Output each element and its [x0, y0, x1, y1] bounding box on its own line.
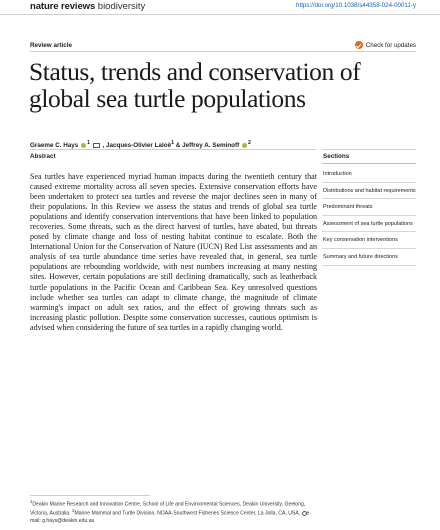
check-updates-icon	[355, 41, 363, 49]
abstract-heading: Abstract	[30, 153, 56, 160]
author-divider	[30, 149, 316, 150]
orcid-icon[interactable]	[242, 143, 247, 148]
article-title: Status, trends and conservation of global sea turtle populations	[29, 57, 361, 113]
sections-top-divider	[322, 149, 416, 150]
section-link-interventions[interactable]: Key conservation interventions	[322, 232, 416, 249]
sections-nav	[322, 166, 416, 266]
email-link[interactable]: g.hays@deakin.edu.au	[42, 517, 95, 524]
author-seminoff[interactable]: & Jeffrey A. Seminoff	[175, 142, 240, 150]
header-divider	[0, 14, 440, 15]
check-for-updates-button[interactable]	[355, 41, 416, 49]
author-laloe[interactable]: , Jacques-Olivier Laloë	[102, 142, 172, 150]
author-list: Graeme C. Hays $^1$ , Jacques-Olivier Laloë$^1$ & Jeffrey A. Seminoff $^2$	[30, 140, 251, 150]
journal-name[interactable]: nature reviews biodiversity	[30, 1, 146, 12]
section-link-summary[interactable]: Summary and future directions	[322, 249, 416, 266]
author-hays[interactable]: Graeme C. Hays	[30, 142, 79, 150]
journal-header	[0, 0, 440, 12]
sections-heading: Sections	[323, 153, 350, 160]
abstract-text: Sea turtles have experienced myriad human impacts during the twentieth century that caused extreme mortality across all seven species. Extensive conservation efforts have been undertaken to protect sea turtles and reverse the major declines seen in many of their populations. In this Review we assess the status and trends of global sea turtle populations and identify conservation interventions that have been linked to population recoveries. Some threats, such as the direct harvest of turtles, have abated, but threats posed by climate change and loss of nesting habitat continue to escalate. Both the International Union for the Conservation of Nature (IUCN) Red List assessments and an analysis of sea turtle abundance time series have revealed that, in general, sea turtle populations are rebounding worldwide, with nest numbers increasing at many nesting sites. However, certain populations are still declining dramatically, such as leatherback turtle populations in the Pacific Ocean and Caribbean Sea. Key unresolved questions include whether sea turtles can adapt to climate change, the magnitude of climate warming's impact on adult sex ratios, and the effect of growing threats such as increasing plastic pollution. Despite some conservation successes, cautious optimism is advised when considering the future of sea turtles in a rapidly changing world.	[30, 172, 317, 332]
check-updates-label: Check for updates	[365, 41, 416, 49]
section-link-assessment[interactable]: Assessment of sea turtle populations	[322, 216, 416, 233]
section-link-distributions[interactable]: Distributions and habitat requirements	[322, 183, 416, 200]
orcid-icon[interactable]	[81, 143, 86, 148]
title-divider	[30, 51, 416, 52]
footnote-divider	[30, 495, 150, 496]
section-link-introduction[interactable]: Introduction	[322, 166, 416, 183]
sections-divider	[322, 163, 416, 164]
email-icon[interactable]	[93, 143, 100, 148]
affiliations-footnote: $^1$Deakin Marine Research and Innovation Centre, School of Life and Environmental Sciences, Deakin University, Geelong, Victoria, Australia. $^2$Marine Mammal and Turtle Division, NOAA-Southwest Fisheries Science Center, La Jolla, CA, USA. e-mail: g.hays@deakin.edu.au	[30, 499, 312, 524]
section-link-threats[interactable]: Predominant threats	[322, 199, 416, 216]
article-type-label: Review article	[30, 42, 73, 49]
doi-link[interactable]: https://doi.org/10.1038/s44358-024-00011-y	[296, 2, 416, 9]
